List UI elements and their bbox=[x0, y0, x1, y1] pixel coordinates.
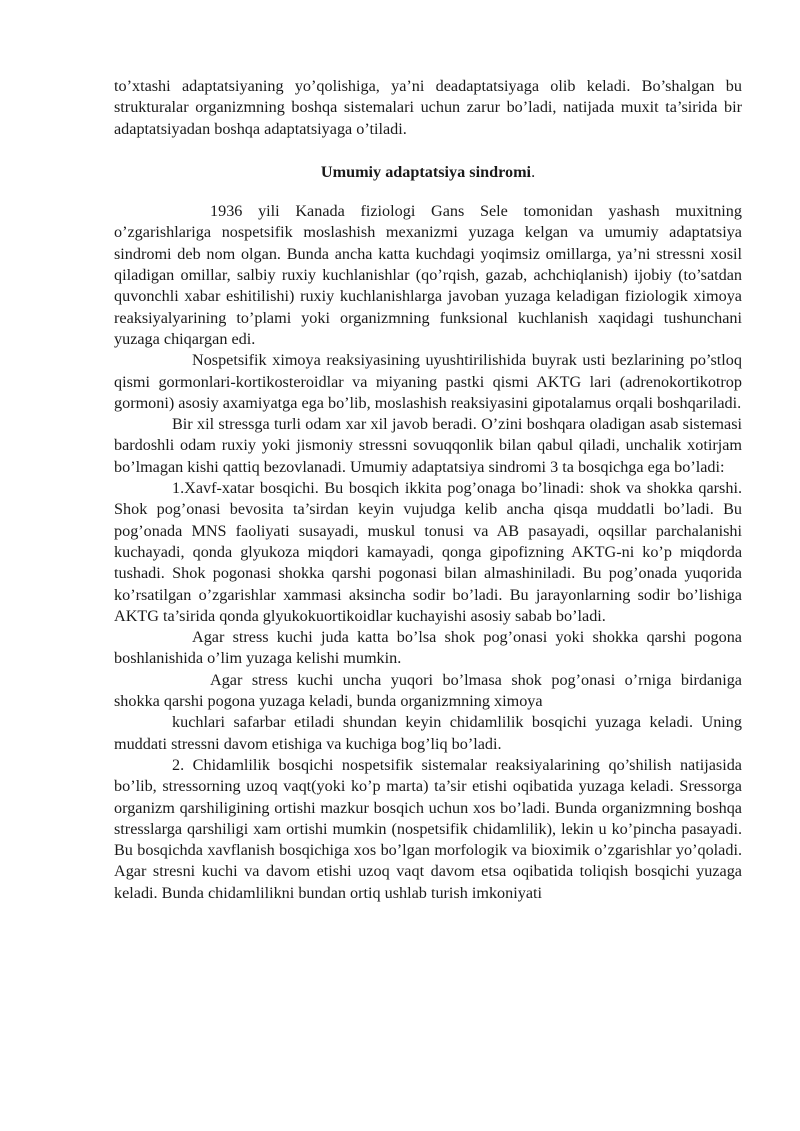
section-heading bbox=[114, 162, 742, 183]
paragraph-sele: 1936 yili Kanada fiziologi Gans Sele tomonidan yashash muxitning o’zgarishlariga nospetsifik moslashish mexanizmi yuzaga kelgan va umumiy adaptatsiya sindromi deb nom olgan. Bunda ancha katta kuchdagi yoqimsiz omillarga, ya’ni stressni xosil qiladigan omillar, salbiy ruxiy kuchlanishlar (qo’rqish, gazab, achchiqlanish) ijobiy (to’satdan quvonchli xabar eshitilishi) ruxiy kuchlanishlarga javoban yuzaga keladigan fiziologik ximoya reaksiyalyarining to’plami yoki organizmning funksional kuchlanish xaqidagi tushunchani yuzaga chiqargan edi. bbox=[114, 202, 742, 348]
paragraph-weak-stress: Agar stress kuchi uncha yuqori bo’lmasa shok pog’onasi o’rniga birdaniga shokka qarshi pogona yuzaga keladi, bunda organizmning ximoya bbox=[114, 670, 742, 711]
paragraph-stress-response: Bir xil stressga turli odam xar xil javob beradi. O’zini boshqara oladigan asab sistemasi bardoshli odam ruxiy yoki jismoniy stressni sovuqqonlik bilan qabul qiladi, unchalik xotirjam bo’lmagan kishi qattiq bezovlanadi. Umumiy adaptatsiya sindromi 3 ta bosqichga ega bo’ladi: bbox=[114, 415, 742, 476]
document-body bbox=[114, 76, 742, 904]
paragraph-mobilization: kuchlari safarbar etiladi shundan keyin chidamlilik bosqichi yuzaga keladi. Uning muddati stressni davom etishiga va kuchiga bog’liq bo’ladi. bbox=[114, 713, 742, 753]
paragraph-stage-2: 2. Chidamlilik bosqichi nospetsifik sistemalar reaksiyalarining qo’shilish natijasida bo’lib, stressorning uzoq vaqt(yoki ko’p marta) ta’sir etishi oqibatida yuzaga keladi. Sressorga organizm qarshiligining ortishi mazkur bosqich uchun xos bo’ladi. Bunda organizmning boshqa stresslarga qarshiligi xam ortishi mumkin (nospetsifik chidamlilik), lekin u ko’pincha pasayadi. Bu bosqichda xavflanish bosqichiga xos bo’lgan morfologik va bioximik o’zgarishlar yo’qoladi. Agar stresni kuchi va davom etishi uzoq vaqt davom etsa oqibatida toliqish bosqichi yuzaga keladi. Bunda chidamlilikni bundan ortiq ushlab turish imkoniyati bbox=[114, 755, 742, 902]
paragraph-continuation: to’xtashi adaptatsiyaning yo’qolishiga, ya’ni deadaptatsiyaga olib keladi. Bo’shalgan bu strukturalar organizmning boshqa sistemalari uchun zarur bo’ladi, natijada muxit ta’sirida bir adaptatsiyadan boshqa adaptatsiyaga o’tiladi. bbox=[114, 77, 742, 138]
paragraph-stage-1: 1.Xavf-xatar bosqichi. Bu bosqich ikkita pog’onaga bo’linadi: shok va shokka qarshi. Shok pog’onasi bevosita ta’sirdan keyin vujudga kelib ancha qisqa muddatli bo’ladi. Bu pog’onada MNS faoliyati susayadi, muskul tonusi va AB pasayadi, oqsillar parchalanishi kuchayadi, qonda glyukoza miqdori kamayadi, qonga gipofizning AKTG-ni ko’p miqdorda tushadi. Shok pogonasi shokka qarshi pogonasi bilan almashiniladi. Bu pog’onada yuqorida ko’rsatilgan o’zgarishlar xammasi aksincha sodir bo’ladi. Bu jarayonlarning sodir bo’lishiga AKTG ta’sirida qonda glyukokuortikoidlar kuchayishi asosiy sabab bo’ladi. bbox=[114, 479, 742, 625]
section-heading-period: . bbox=[531, 162, 536, 181]
section-heading-text: Umumiy adaptatsiya sindromi bbox=[320, 162, 532, 181]
paragraph-nospecific: Nospetsifik ximoya reaksiyasining uyushtirilishida buyrak usti bezlarining po’stloq qismi gormonlari-kortikosteroidlar va miyaning pastki qismi AKTG lari (adrenokortikotrop gormoni) asosiy axamiyatga ega bo’lib, moslashish reaksiyasini gipotalamus orqali boshqariladi. bbox=[114, 351, 742, 412]
paragraph-strong-stress: Agar stress kuchi juda katta bo’lsa shok pog’onasi yoki shokka qarshi pogona boshlanishida o’lim yuzaga kelishi mumkin. bbox=[114, 628, 742, 668]
